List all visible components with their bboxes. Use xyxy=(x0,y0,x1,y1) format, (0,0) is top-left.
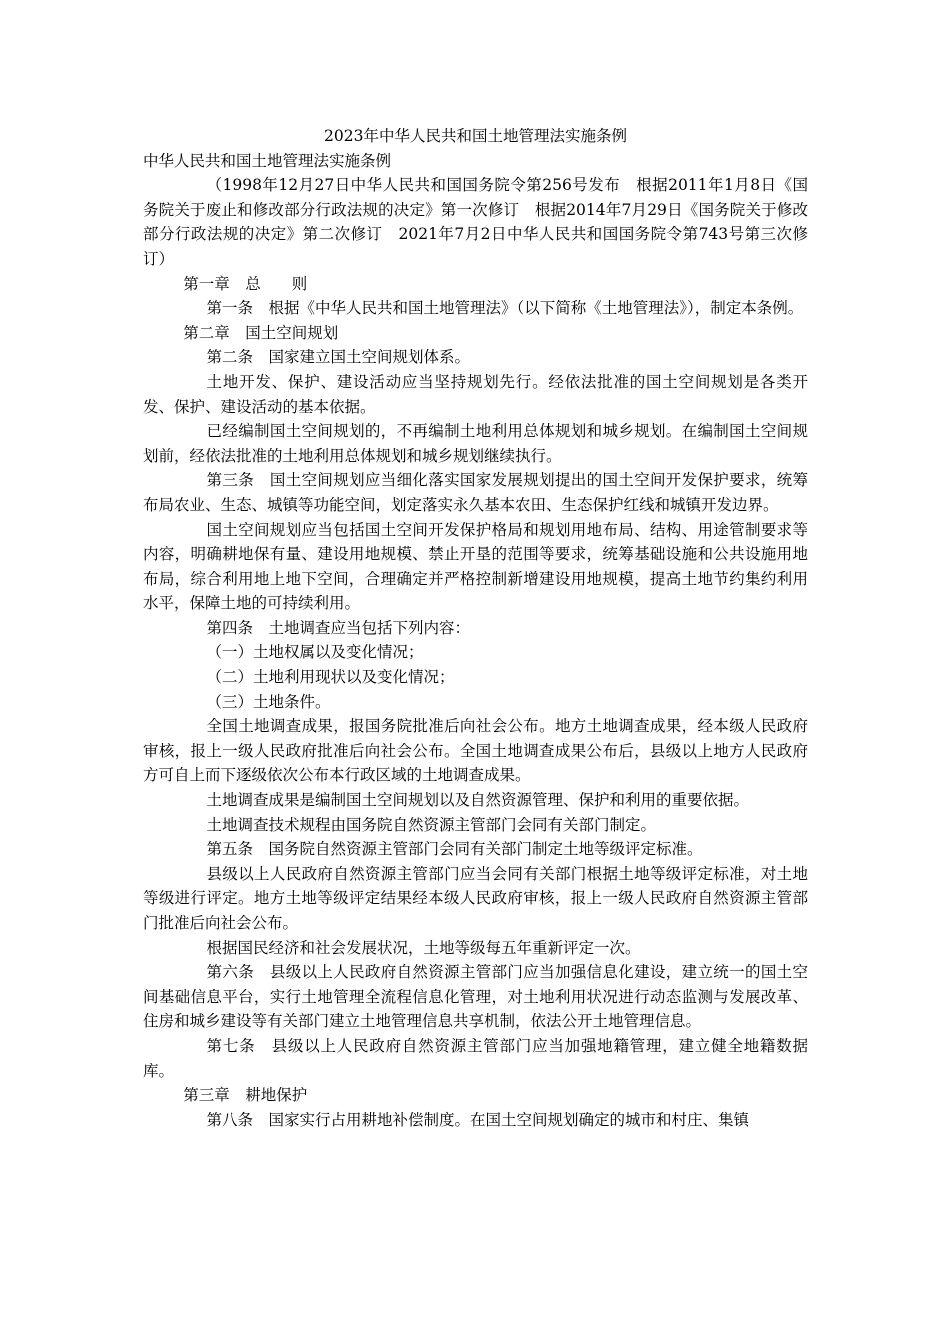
article-paragraph: 根据国民经济和社会发展状况，土地等级每五年重新评定一次。 xyxy=(206,938,641,957)
article-paragraph: 第三条 国土空间规划应当细化落实国家发展规划提出的国土空间开发保护要求，统筹布局农业、生态、城镇等功能空间，划定落实永久基本农田、生态保护红线和城镇开发边界。 xyxy=(143,471,808,514)
document-title: 2023年中华人民共和国土地管理法实施条例 xyxy=(324,127,627,145)
article-paragraph: 第二条 国家建立国土空间规划体系。 xyxy=(206,348,471,367)
chapter-heading: 第三章 耕地保护 xyxy=(183,1086,308,1105)
article-paragraph: 县级以上人民政府自然资源主管部门应当会同有关部门根据土地等级评定标准，对土地等级进行评定。地方土地等级评定结果经本级人民政府审核，报上一级人民政府自然资源主管部门批准后向社会公布。 xyxy=(143,864,808,932)
document-subtitle: 中华人民共和国土地管理法实施条例 xyxy=(143,151,392,170)
chapter-heading: 第二章 国土空间规划 xyxy=(183,323,339,342)
article-paragraph: 土地调查技术规程由国务院自然资源主管部门会同有关部门制定。 xyxy=(206,815,657,834)
article-paragraph: 土地开发、保护、建设活动应当坚持规划先行。经依法批准的国土空间规划是各类开发、保护、建设活动的基本依据。 xyxy=(143,372,808,416)
chapter-heading: 第一章 总 则 xyxy=(183,274,308,293)
revision-note: （1998年12月27日中华人民共和国国务院令第256号发布 根据2011年1月8日《国务院关于废止和修改部分行政法规的决定》第一次修订 根据2014年7月29日《国务院关于修改部分行政法规的决定》第二次修订 2021年7月2日中华人民共和国国务院令第743号第三次修订） xyxy=(143,176,808,268)
document-page xyxy=(143,124,808,1132)
article-paragraph: 第八条 国家实行占用耕地补偿制度。在国土空间规划确定的城市和村庄、集镇 xyxy=(206,1110,750,1129)
article-paragraph: 第一条 根据《中华人民共和国土地管理法》（以下简称《土地管理法》），制定本条例。 xyxy=(206,299,804,318)
article-paragraph: 土地调查成果是编制国土空间规划以及自然资源管理、保护和利用的重要依据。 xyxy=(206,791,750,810)
list-item: （一）土地权属以及变化情况； xyxy=(206,643,424,662)
article-paragraph: 全国土地调查成果，报国务院批准后向社会公布。地方土地调查成果，经本级人民政府审核，报上一级人民政府批准后向社会公布。全国土地调查成果公布后，县级以上地方人民政府方可自上而下逐级依次公布本行政区域的土地调查成果。 xyxy=(143,717,808,785)
article-paragraph: 第四条 土地调查应当包括下列内容： xyxy=(206,618,471,637)
list-item: （二）土地利用现状以及变化情况； xyxy=(206,668,455,687)
list-item: （三）土地条件。 xyxy=(206,692,331,711)
article-paragraph: 第六条 县级以上人民政府自然资源主管部门应当加强信息化建设，建立统一的国土空间基础信息平台，实行土地管理全流程信息化管理，对土地利用状况进行动态监测与发展改革、住房和城乡建设等有关部门建立土地管理信息共享机制，依法公开土地管理信息。 xyxy=(143,963,808,1031)
article-paragraph: 国土空间规划应当包括国土空间开发保护格局和规划用地布局、结构、用途管制要求等内容，明确耕地保有量、建设用地规模、禁止开垦的范围等要求，统筹基础设施和公共设施用地布局，综合利用地上地下空间，合理确定并严格控制新增建设用地规模，提高土地节约集约利用水平，保障土地的可持续利用。 xyxy=(143,520,808,613)
article-paragraph: 第五条 国务院自然资源主管部门会同有关部门制定土地等级评定标准。 xyxy=(206,840,703,859)
article-paragraph: 已经编制国土空间规划的，不再编制土地利用总体规划和城乡规划。在编制国土空间规划前，经依法批准的土地利用总体规划和城乡规划继续执行。 xyxy=(143,422,808,465)
article-paragraph: 第七条 县级以上人民政府自然资源主管部门应当加强地籍管理，建立健全地籍数据库。 xyxy=(143,1036,808,1080)
